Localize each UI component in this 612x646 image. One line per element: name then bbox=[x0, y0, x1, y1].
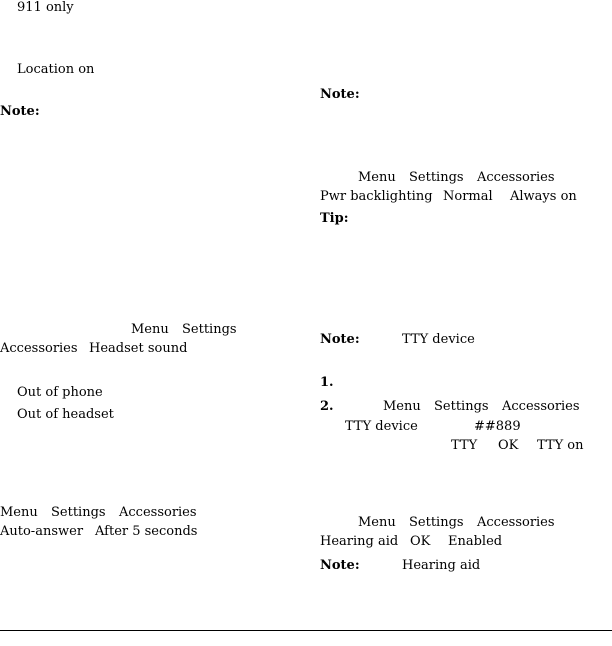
hearing-aid-item: Hearing aid bbox=[402, 558, 481, 573]
tty-item: TTY bbox=[451, 438, 478, 453]
tty-device-item: TTY device bbox=[345, 419, 418, 434]
pwr-backlighting-item: Pwr backlighting bbox=[320, 189, 433, 204]
always-on-item: Always on bbox=[510, 189, 577, 204]
option-out-of-headset: Out of headset bbox=[17, 407, 114, 422]
settings-item: Settings bbox=[409, 515, 464, 530]
menu-item: Menu bbox=[131, 322, 169, 337]
settings-item: Settings bbox=[51, 505, 106, 520]
ok-item: OK bbox=[498, 438, 519, 453]
accessories-item: Accessories bbox=[477, 170, 555, 185]
note-label: Note: bbox=[320, 87, 360, 102]
after-5-seconds-item: After 5 seconds bbox=[95, 524, 198, 539]
normal-item: Normal bbox=[443, 189, 493, 204]
option-out-of-phone: Out of phone bbox=[17, 385, 103, 400]
note-label: Note: bbox=[320, 332, 360, 347]
menu-item: Menu bbox=[358, 515, 396, 530]
menu-item: Menu bbox=[358, 170, 396, 185]
option-911-only: 911 only bbox=[17, 0, 74, 15]
footer-divider bbox=[0, 630, 612, 631]
settings-item: Settings bbox=[182, 322, 237, 337]
settings-item: Settings bbox=[409, 170, 464, 185]
accessories-item: Accessories bbox=[119, 505, 197, 520]
ok-item: OK bbox=[410, 534, 431, 549]
tty-on-item: TTY on bbox=[537, 438, 584, 453]
tty-code: ##889 bbox=[474, 419, 521, 434]
step-2-number: 2. bbox=[320, 399, 334, 414]
auto-answer-item: Auto-answer bbox=[0, 524, 84, 539]
headset-sound-item: Headset sound bbox=[89, 341, 188, 356]
tty-device-item: TTY device bbox=[402, 332, 475, 347]
note-label: Note: bbox=[320, 558, 360, 573]
settings-item: Settings bbox=[434, 399, 489, 414]
note-label: Note: bbox=[0, 104, 40, 119]
menu-item: Menu bbox=[0, 505, 38, 520]
accessories-item: Accessories bbox=[502, 399, 580, 414]
accessories-item: Accessories bbox=[0, 341, 78, 356]
tip-label: Tip: bbox=[320, 211, 349, 226]
step-1-number: 1. bbox=[320, 375, 334, 390]
option-location-on: Location on bbox=[17, 62, 95, 77]
hearing-aid-item: Hearing aid bbox=[320, 534, 399, 549]
menu-item: Menu bbox=[383, 399, 421, 414]
enabled-item: Enabled bbox=[448, 534, 503, 549]
accessories-item: Accessories bbox=[477, 515, 555, 530]
